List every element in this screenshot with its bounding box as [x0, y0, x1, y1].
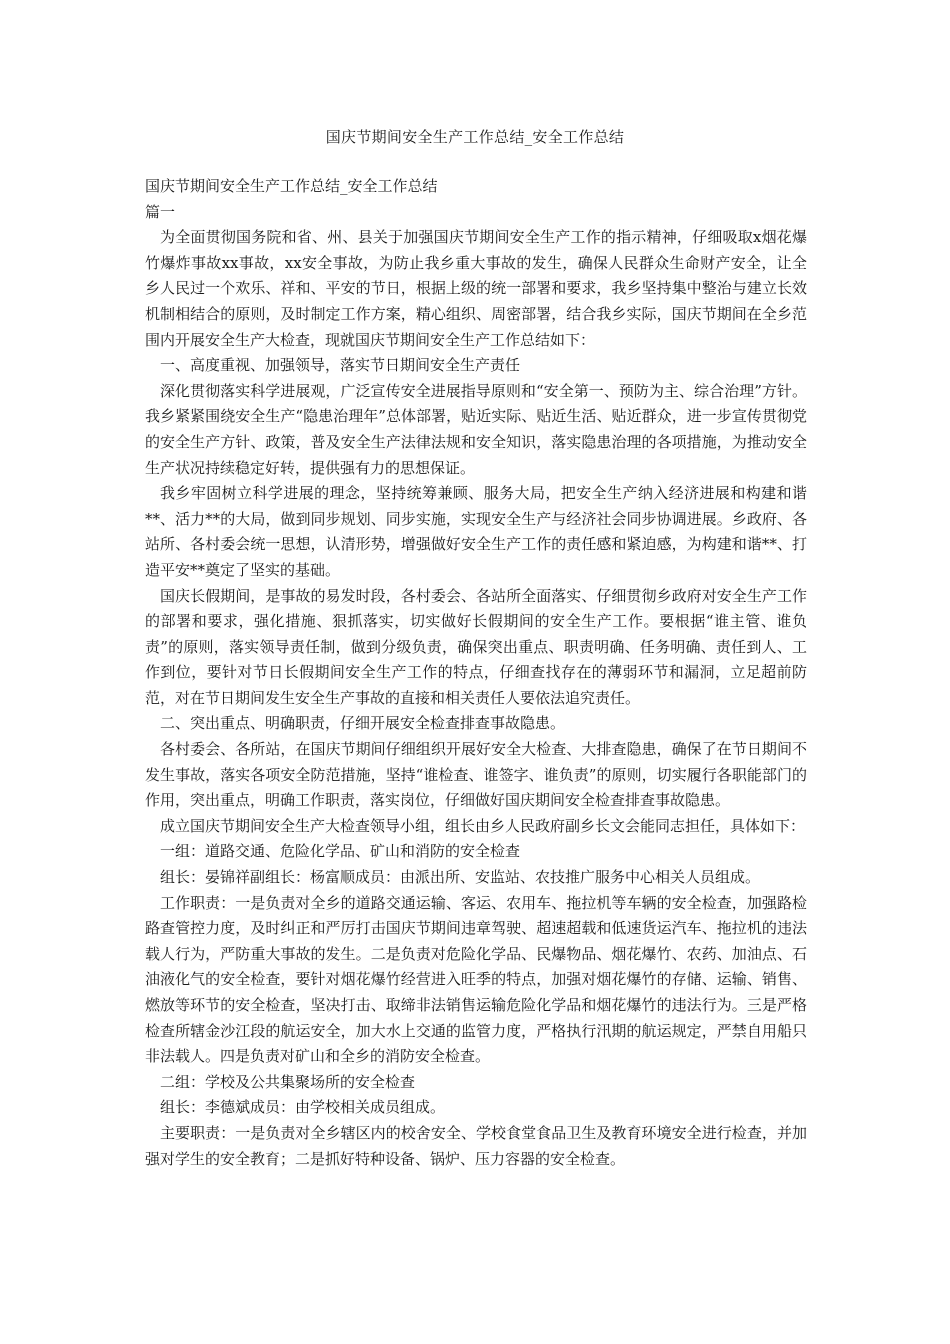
group-heading: 一组：道路交通、危险化学品、矿山和消防的安全检查: [160, 842, 521, 861]
group-members: 组长：李德斌成员：由学校相关成员组成。: [160, 1098, 446, 1117]
group-members: 组长：晏锦祥副组长：杨富顺成员：由派出所、安监站、农技推广服务中心相关人员组成。: [160, 868, 761, 887]
section-label: 篇一: [145, 202, 176, 221]
paragraph: 我乡牢固树立科学进展的理念，坚持统筹兼顾、服务大局，把安全生产纳入经济进展和构建和谐**、活力**的大局，做到同步规划、同步实施，实现安全生产与经济社会同步协调进展。乡政府、各站所、各村委会统一思想，认清形势，增强做好安全生产工作的责任感和紧迫感，为构建和谐**、打造平安**奠定了坚实的基础。: [145, 484, 807, 579]
paragraph: 各村委会、各所站，在国庆节期间仔细组织开展好安全大检查、大排查隐患，确保了在节日期间不发生事故，落实各项安全防范措施，坚持“谁检查、谁签字、谁负责”的原则，切实履行各职能部门的作用，突出重点，明确工作职责，落实岗位，仔细做好国庆期间安全检查排查事故隐患。: [145, 740, 807, 810]
section-heading: 二、突出重点、明确职责，仔细开展安全检查排查事故隐患。: [160, 714, 566, 733]
paragraph: 主要职责：一是负责对全乡辖区内的校舍安全、学校食堂食品卫生及教育环境安全进行检查，并加强对学生的安全教育；二是抓好特种设备、锅炉、压力容器的安全检查。: [145, 1123, 807, 1168]
paragraph: 国庆长假期间，是事故的易发时段，各村委会、各站所全面落实、仔细贯彻乡政府对安全生产工作的部署和要求，强化措施、狠抓落实，切实做好长假期间的安全生产工作。要根据“谁主管、谁负责”的原则，落实领导责任制，做到分级负责，确保突出重点、职责明确、任务明确、责任到人、工作到位，要针对节日长假期间安全生产工作的特点，仔细查找存在的薄弱环节和漏洞，立足超前防范，对在节日期间发生安全生产事故的直接和相关责任人要依法追究责任。: [145, 586, 807, 707]
group-heading: 二组：学校及公共集聚场所的安全检查: [160, 1072, 416, 1091]
document-title: 国庆节期间安全生产工作总结_安全工作总结: [325, 128, 625, 146]
document-body: [145, 174, 807, 1172]
paragraph: 成立国庆节期间安全生产大检查领导小组，组长由乡人民政府副乡长文会能同志担任，具体如下：: [160, 816, 806, 835]
paragraph: 为全面贯彻国务院和省、州、县关于加强国庆节期间安全生产工作的指示精神，仔细吸取x烟花爆竹爆炸事故xx事故，xx安全事故，为防止我乡重大事故的发生，确保人民群众生命财产安全，让全乡人民过一个欢乐、祥和、平安的节日，根据上级的统一部署和要求，我乡坚持集中整治与建立长效机制相结合的原则，及时制定工作方案，精心组织、周密部署，结合我乡实际，国庆节期间在全乡范围内开展安全生产大检查，现就国庆节期间安全生产工作总结如下：: [145, 228, 807, 349]
paragraph: 深化贯彻落实科学进展观，广泛宣传安全进展指导原则和“安全第一、预防为主、综合治理”方针。我乡紧紧围绕安全生产“隐患治理年”总体部署，贴近实际、贴近生活、贴近群众，进一步宣传贯彻党的安全生产方针、政策，普及安全生产法律法规和安全知识，落实隐患治理的各项措施，为推动安全生产状况持续稳定好转，提供强有力的思想保证。: [145, 381, 807, 477]
paragraph: 工作职责：一是负责对全乡的道路交通运输、客运、农用车、拖拉机等车辆的安全检查，加强路检路查管控力度，及时纠正和严厉打击国庆节期间违章驾驶、超速超载和低速货运汽车、拖拉机的违法载人行为，严防重大事故的发生。二是负责对危险化学品、民爆物品、烟花爆竹、农药、加油点、石油液化气的安全检查，要针对烟花爆竹经营进入旺季的特点，加强对烟花爆竹的存储、运输、销售、燃放等环节的安全检查，坚决打击、取缔非法销售运输危险化学品和烟花爆竹的违法行为。三是严格检查所辖金沙江段的航运安全，加大水上交通的监管力度，严格执行汛期的航运规定，严禁自用船只非法载人。四是负责对矿山和全乡的消防安全检查。: [145, 893, 807, 1066]
section-heading: 一、高度重视、加强领导，落实节日期间安全生产责任: [160, 356, 521, 375]
body-heading: 国庆节期间安全生产工作总结_安全工作总结: [145, 177, 438, 195]
